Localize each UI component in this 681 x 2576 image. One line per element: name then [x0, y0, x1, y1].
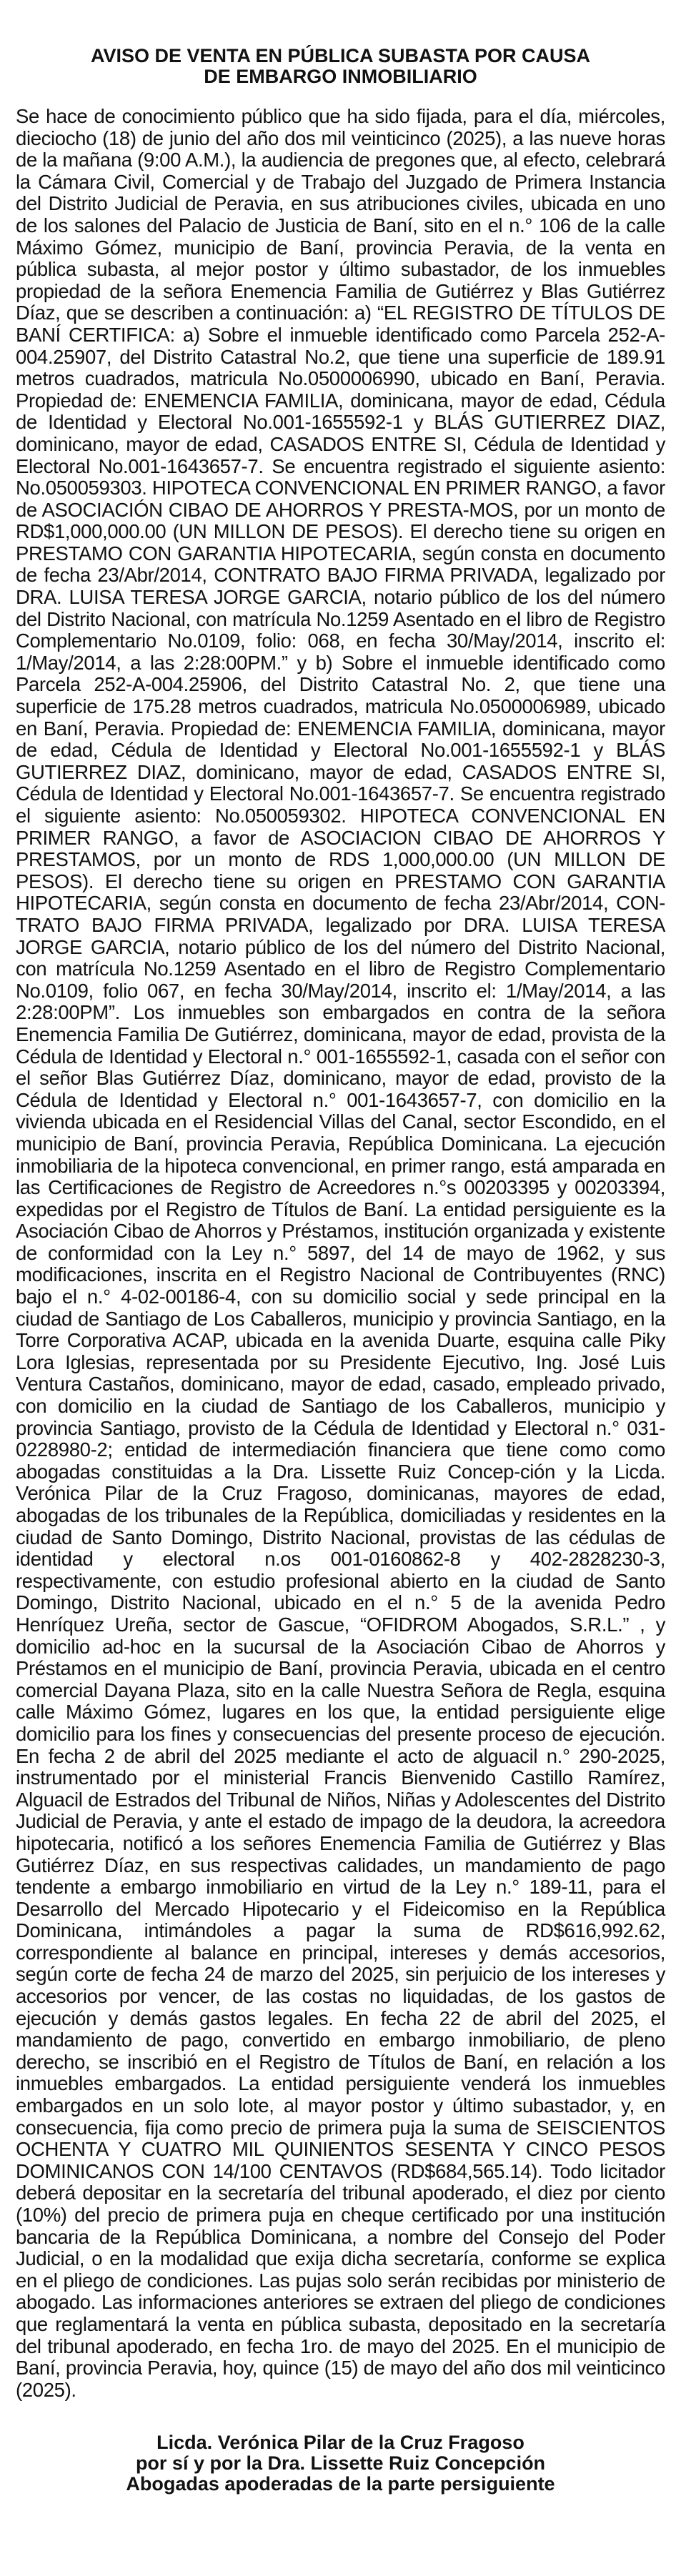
signature-block [16, 2432, 665, 2495]
notice-body: Se hace de conocimiento público que ha sido fijada, para el día, miércoles, dieciocho (18) de junio del año dos mil veinticinco (2025), a las nueve horas de la mañana (9:00 A.M.), la audiencia de pregones que, al efecto, celebrará la Cámara Civil, Comercial y de Trabajo del Juzgado de Primera Instancia del Distrito Judicial de Peravia, en sus atribuciones civiles, ubicada en uno de los salones del Palacio de Justicia de Baní, sito en el n.° 106 de la calle Máximo Gómez, municipio de Baní, provincia Peravia, de la venta en pública subasta, al mejor postor y último subastador, de los inmuebles propiedad de la señora Enemencia Familia de Gutiérrez y Blas Gutiérrez Díaz, que se describen a continuación: a) “EL REGISTRO DE TÍTULOS DE BANÍ CERTIFICA: a) Sobre el inmueble identificado como Parcela 252-A-004.25907, del Distrito Catastral No.2, que tiene una superficie de 189.91 metros cuadrados, matricula No.0500006990, ubicado en Baní, Peravia. Propiedad de: ENEMENCIA FAMILIA, dominicana, mayor de edad, Cédula de Identidad y Electoral No.001-1655592-1 y BLÁS GUTIERREZ DIAZ, dominicano, mayor de edad, CASADOS ENTRE SI, Cédula de Identidad y Electoral No.001-1643657-7. Se encuentra registrado el siguiente asiento: No.050059303. HIPOTECA CONVENCIONAL EN PRIMER RANGO, a favor de ASOCIACIÓN CIBAO DE AHORROS Y PRESTA-MOS, por un monto de RD$1,000,000.00 (UN MILLON DE PESOS). El derecho tiene su origen en PRESTAMO CON GARANTIA HIPOTECARIA, según consta en documento de fecha 23/Abr/2014, CONTRATO BAJO FIRMA PRIVADA, legalizado por DRA. LUISA TERESA JORGE GARCIA, notario público de los del número del Distrito Nacional, con matrícula No.1259 Asentado en el libro de Registro Complementario No.0109, folio: 068, en fecha 30/May/2014, inscrito el: 1/May/2014, a las 2:28:00PM.” y b) Sobre el inmueble identificado como Parcela 252-A-004.25906, del Distrito Catastral No. 2, que tiene una superficie de 175.28 metros cuadrados, matricula No.0500006989, ubicado en Baní, Peravia. Propiedad de: ENEMENCIA FAMILIA, dominicana, mayor de edad, Cédula de Identidad y Electoral No.001-1655592-1 y BLÁS GUTIERREZ DIAZ, dominicano, mayor de edad, CASADOS ENTRE SI, Cédula de Identidad y Electoral No.001-1643657-7. Se encuentra registrado el siguiente asiento: No.050059302. HIPOTECA CONVENCIONAL EN PRIMER RANGO, a favor de ASOCIACION CIBAO DE AHORROS Y PRESTAMOS, por un monto de RDS 1,000,000.00 (UN MILLON DE PESOS). El derecho tiene su origen en PRESTAMO CON GARANTIA HIPOTECARIA, según consta en documento de fecha 23/Abr/2014, CON-TRATO BAJO FIRMA PRIVADA, legalizado por DRA. LUISA TERESA JORGE GARCIA, notario público de los del número del Distrito Nacional, con matrícula No.1259 Asentado en el libro de Registro Complementario No.0109, folio 067, en fecha 30/May/2014, inscrito el: 1/May/2014, a las 2:28:00PM”. Los inmuebles son embargados en contra de la señora Enemencia Familia De Gutiérrez, dominicana, mayor de edad, provista de la Cédula de Identidad y Electoral n.° 001-1655592-1, casada con el señor con el señor Blas Gutiérrez Díaz, dominicano, mayor de edad, provisto de la Cédula de Identidad y Electoral n.° 001-1643657-7, con domicilio en la vivienda ubicada en el Residencial Villas del Canal, sector Escondido, en el municipio de Baní, provincia Peravia, República Dominicana. La ejecución inmobiliaria de la hipoteca convencional, en primer rango, está amparada en las Certificaciones de Registro de Acreedores n.°s 00203395 y 00203394, expedidas por el Registro de Títulos de Baní. La entidad persiguiente es la Asociación Cibao de Ahorros y Préstamos, institución organizada y existente de conformidad con la Ley n.° 5897, del 14 de mayo de 1962, y sus modificaciones, inscrita en el Registro Nacional de Contribuyentes (RNC) bajo el n.° 4-02-00186-4, con su domicilio social y sede principal en la ciudad de Santiago de Los Caballeros, municipio y provincia Santiago, en la Torre Corporativa ACAP, ubicada en la avenida Duarte, esquina calle Piky Lora Iglesias, representada por su Presidente Ejecutivo, Ing. José Luis Ventura Castaños, dominicano, mayor de edad, casado, empleado privado, con domicilio en la ciudad de Santiago de los Caballeros, municipio y provincia Santiago, provisto de la Cédula de Identidad y Electoral n.° 031-0228980-2; entidad de intermediación financiera que tiene como como abogadas constituidas a la Dra. Lissette Ruiz Concep-ción y la Licda. Verónica Pilar de la Cruz Fragoso, dominicanas, mayores de edad, abogadas de los tribunales de la República, domiciliadas y residentes en la ciudad de Santo Domingo, Distrito Nacional, provistas de las cédulas de identidad y electoral n.os 001-0160862-8 y 402-2828230-3, respectivamente, con estudio profesional abierto en la ciudad de Santo Domingo, Distrito Nacional, ubicado en el n.° 5 de la avenida Pedro Henríquez Ureña, sector de Gascue, “OFIDROM Abogados, S.R.L.” , y domicilio ad-hoc en la sucursal de la Asociación Cibao de Ahorros y Préstamos en el municipio de Baní, provincia Peravia, ubicada en el centro comercial Dayana Plaza, sito en la calle Nuestra Señora de Regla, esquina calle Máximo Gómez, lugares en los que, la entidad persiguiente elige domicilio para los fines y consecuencias del presente proceso de ejecución. En fecha 2 de abril del 2025 mediante el acto de alguacil n.° 290-2025, instrumentado por el ministerial Francis Bienvenido Castillo Ramírez, Alguacil de Estrados del Tribunal de Niños, Niñas y Adolescentes del Distrito Judicial de Peravia, y ante el estado de impago de la deudora, la acreedora hipotecaria, notificó a los señores Enemencia Familia de Gutiérrez y Blas Gutiérrez Díaz, en sus respectivas calidades, un mandamiento de pago tendente a embargo inmobiliario en virtud de la Ley n.° 189-11, para el Desarrollo del Mercado Hipotecario y el Fideicomiso en la República Dominicana, intimándoles a pagar la suma de RD$616,992.62, correspondiente al balance en principal, intereses y demás accesorios, según corte de fecha 24 de marzo del 2025, sin perjuicio de los intereses y accesorios por vencer, de las costas no liquidadas, de los gastos de ejecución y demás gastos legales. En fecha 22 de abril del 2025, el mandamiento de pago, convertido en embargo inmobiliario, de pleno derecho, se inscribió en el Registro de Títulos de Baní, en relación a los inmuebles embargados. La entidad persiguiente venderá los inmuebles embargados en un solo lote, al mayor postor y último subastador, y, en consecuencia, fija como precio de primera puja la suma de SEISCIENTOS OCHENTA Y CUATRO MIL QUINIENTOS SESENTA Y CINCO PESOS DOMINICANOS CON 14/100 CENTAVOS (RD$684,565.14). Todo licitador deberá depositar en la secretaría del tribunal apoderado, el diez por ciento (10%) del precio de primera puja en cheque certificado por una institución bancaria de la República Dominicana, a nombre del Consejo del Poder Judicial, o en la modalidad que exija dicha secretaría, conforme se explica en el pliego de condiciones. Las pujas solo serán recibidas por ministerio de abogado. Las informaciones anteriores se extraen del pliego de condiciones que reglamentará la venta en pública subasta, depositado en la secretaría del tribunal apoderado, en fecha 1ro. de mayo del 2025. En el municipio de Baní, provincia Peravia, hoy, quince (15) de mayo del año dos mil veinticinco (2025). [16, 105, 665, 2401]
title-line-1: AVISO DE VENTA EN PÚBLICA SUBASTA POR CAUSA [90, 45, 591, 66]
signature-name: Licda. Verónica Pilar de la Cruz Fragoso [156, 2432, 525, 2454]
notice-title [16, 46, 665, 87]
signature-on-behalf: por sí y por la Dra. Lissette Ruiz Concepción [135, 2452, 546, 2475]
signature-role: Abogadas apoderadas de la parte persiguiente [126, 2473, 555, 2495]
title-line-2: DE EMBARGO INMOBILIARIO [204, 66, 477, 87]
